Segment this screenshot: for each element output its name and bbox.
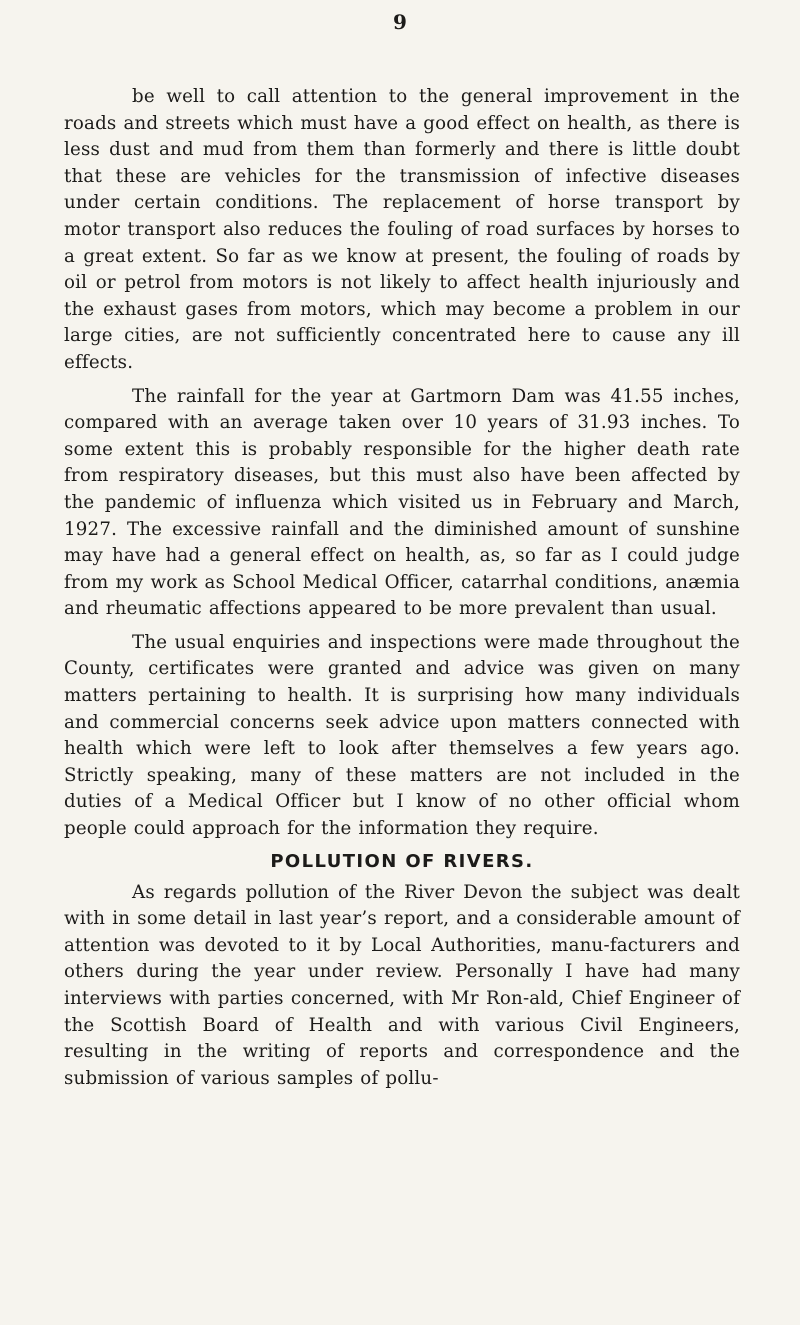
body-text	[64, 84, 740, 1092]
page-number: 9	[393, 10, 407, 34]
paragraph-rainfall: The rainfall for the year at Gartmorn Dam was 41.55 inches, compared with an average taken over 10 years of 31.93 inches. To some extent this is probably responsible for the higher death rate from respiratory diseases, but this must also have been affected by the pandemic of influenza which visited us in February and March, 1927. The excessive rainfall and the diminished amount of sunshine may have had a general effect on health, as, so far as I could judge from my work as School Medical Officer, catarrhal conditions, anæmia and rheumatic affections appeared to be more prevalent than usual.	[64, 385, 740, 620]
paragraph-river-devon-pollution: As regards pollution of the River Devon the subject was dealt with in some detail in last year’s report, and a considerable amount of attention was devoted to it by Local Authorities, manu-facturers and others during the year under review. Personally I have had many interviews with parties concerned, with Mr Ron-ald, Chief Engineer of the Scottish Board of Health and with various Civil Engineers, resulting in the writing of reports and correspondence and the submission of various samples of pollu-	[64, 881, 740, 1089]
section-heading-pollution-of-rivers: POLLUTION OF RIVERS.	[270, 850, 534, 872]
paragraph-enquiries-inspections: The usual enquiries and inspections were made throughout the County, certificates were granted and advice was given on many matters pertaining to health. It is surprising how many individuals and commercial concerns seek advice upon matters connected with health which were left to look after themselves a few years ago. Strictly speaking, many of these matters are not included in the duties of a Medical Officer but I know of no other official whom people could approach for the information they require.	[64, 631, 740, 840]
paragraph-roads-health: be well to call attention to the general improvement in the roads and streets which must have a good effect on health, as there is less dust and mud from them than formerly and there is little doubt that these are vehicles for the transmission of infective diseases under certain conditions. The replacement of horse transport by motor transport also reduces the fouling of road surfaces by horses to a great extent. So far as we know at present, the fouling of roads by oil or petrol from motors is not likely to affect health injuriously and the exhaust gases from motors, which may become a problem in our large cities, are not sufficiently concentrated here to cause any ill effects.	[64, 86, 740, 373]
